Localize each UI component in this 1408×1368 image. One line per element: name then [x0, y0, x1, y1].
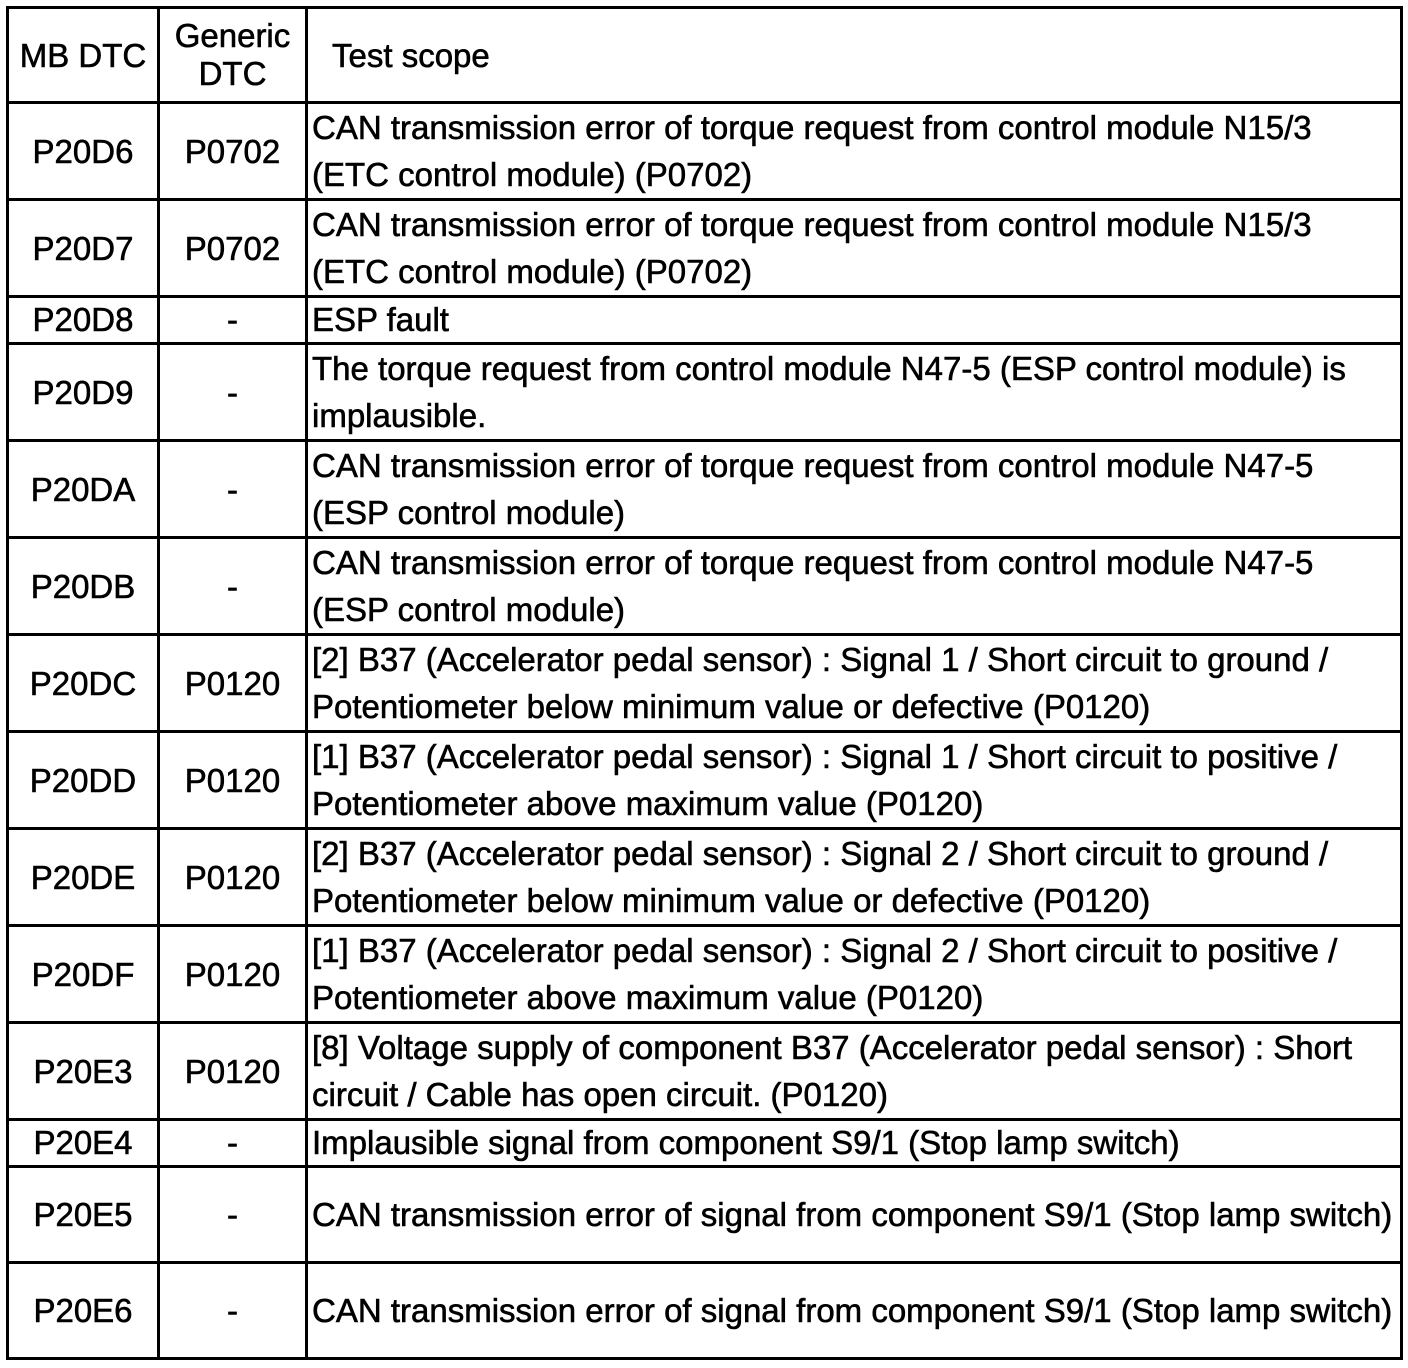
mb-dtc-cell: P20E5: [8, 1167, 159, 1263]
mb-dtc-cell: P20DE: [8, 829, 159, 926]
generic-dtc-cell: -: [159, 344, 307, 441]
table-row: [8, 297, 1402, 344]
generic-dtc-cell: -: [159, 1263, 307, 1359]
mb-dtc-cell: P20E3: [8, 1023, 159, 1120]
mb-dtc-cell: P20DB: [8, 538, 159, 635]
table-header: [8, 8, 1402, 103]
test-scope-cell: [2] B37 (Accelerator pedal sensor) : Signal 2 / Short circuit to ground / Potentiometer below minimum value or defective (P0120): [307, 829, 1402, 926]
table-row: [8, 441, 1402, 538]
test-scope-cell: ESP fault: [307, 297, 1402, 344]
test-scope-cell: [1] B37 (Accelerator pedal sensor) : Signal 1 / Short circuit to positive / Potentiometer above maximum value (P0120): [307, 732, 1402, 829]
header-row: [8, 8, 1402, 103]
test-scope-cell: CAN transmission error of torque request from control module N47-5 (ESP control module): [307, 441, 1402, 538]
generic-dtc-cell: P0702: [159, 103, 307, 200]
generic-dtc-cell: P0120: [159, 926, 307, 1023]
header-generic-dtc-line1: Generic: [174, 17, 291, 54]
table-row: [8, 103, 1402, 200]
header-generic-dtc-line2: DTC: [198, 55, 267, 92]
mb-dtc-cell: P20DD: [8, 732, 159, 829]
test-scope-cell: [1] B37 (Accelerator pedal sensor) : Signal 2 / Short circuit to positive / Potentiometer above maximum value (P0120): [307, 926, 1402, 1023]
header-mb-dtc: MB DTC: [8, 8, 159, 103]
table-row: [8, 732, 1402, 829]
generic-dtc-cell: P0120: [159, 829, 307, 926]
table-row: [8, 1023, 1402, 1120]
generic-dtc-cell: -: [159, 538, 307, 635]
table-row: [8, 344, 1402, 441]
mb-dtc-cell: P20E6: [8, 1263, 159, 1359]
table-row: [8, 829, 1402, 926]
table-row: [8, 1120, 1402, 1167]
test-scope-cell: CAN transmission error of torque request from control module N15/3 (ETC control module) (P0702): [307, 103, 1402, 200]
mb-dtc-cell: P20DA: [8, 441, 159, 538]
table-body: [8, 103, 1402, 1359]
header-test-scope: Test scope: [307, 8, 1402, 103]
generic-dtc-cell: -: [159, 1120, 307, 1167]
generic-dtc-cell: P0120: [159, 1023, 307, 1120]
test-scope-cell: CAN transmission error of signal from component S9/1 (Stop lamp switch): [307, 1167, 1402, 1263]
generic-dtc-cell: P0702: [159, 200, 307, 297]
mb-dtc-cell: P20D6: [8, 103, 159, 200]
mb-dtc-cell: P20DF: [8, 926, 159, 1023]
dtc-table: [6, 6, 1403, 1360]
table-row: [8, 538, 1402, 635]
generic-dtc-cell: -: [159, 297, 307, 344]
mb-dtc-cell: P20D7: [8, 200, 159, 297]
test-scope-cell: The torque request from control module N47-5 (ESP control module) is implausible.: [307, 344, 1402, 441]
table-row: [8, 200, 1402, 297]
table-row: [8, 926, 1402, 1023]
test-scope-cell: CAN transmission error of torque request from control module N47-5 (ESP control module): [307, 538, 1402, 635]
test-scope-cell: Implausible signal from component S9/1 (Stop lamp switch): [307, 1120, 1402, 1167]
table-row: [8, 635, 1402, 732]
header-generic-dtc: [159, 8, 307, 103]
test-scope-cell: [8] Voltage supply of component B37 (Accelerator pedal sensor) : Short circuit / Cable has open circuit. (P0120): [307, 1023, 1402, 1120]
test-scope-cell: CAN transmission error of torque request from control module N15/3 (ETC control module) (P0702): [307, 200, 1402, 297]
mb-dtc-cell: P20D8: [8, 297, 159, 344]
mb-dtc-cell: P20DC: [8, 635, 159, 732]
mb-dtc-cell: P20D9: [8, 344, 159, 441]
table-row: [8, 1263, 1402, 1359]
generic-dtc-cell: P0120: [159, 635, 307, 732]
mb-dtc-cell: P20E4: [8, 1120, 159, 1167]
generic-dtc-cell: -: [159, 1167, 307, 1263]
generic-dtc-cell: P0120: [159, 732, 307, 829]
test-scope-cell: CAN transmission error of signal from component S9/1 (Stop lamp switch): [307, 1263, 1402, 1359]
generic-dtc-cell: -: [159, 441, 307, 538]
test-scope-cell: [2] B37 (Accelerator pedal sensor) : Signal 1 / Short circuit to ground / Potentiometer below minimum value or defective (P0120): [307, 635, 1402, 732]
table-row: [8, 1167, 1402, 1263]
